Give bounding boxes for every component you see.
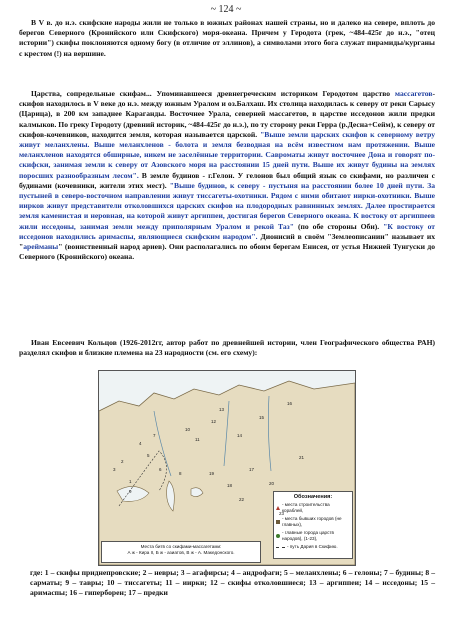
map-number-label: 17 xyxy=(249,467,255,472)
legend-row-towns xyxy=(276,516,350,528)
map-number-label: 9 xyxy=(129,489,132,494)
town-square-icon xyxy=(276,520,280,524)
massagetae-battles-box xyxy=(101,541,261,563)
map-number-label: 4 xyxy=(139,441,142,446)
map-number-label: 19 xyxy=(209,471,215,476)
para2-quote-2: "Выше будинов, к северу - пустыня на расстоянии более 10 дней пути. За пустыней в северо-восточном направлении живут тиссагеты-охотники. Рядом с ними обитают иирки-охотники. Выше иирков живут представители отколовшихся царских скифов на плодородных равнинных землях. Далее простирается земля каменистая и неровная, на которой живут аргиппеи, достигая берегов Северного океана. К востоку от аргиппеев жили исседоны, занимая земли между приполярным Уралом и рекой Таз" xyxy=(19,180,435,231)
map-caption: где: 1 – скифы приднепровские; 2 – невры; 3 – агафирсы; 4 – андрофаги; 5 – меланхлены; 6 – гелоны; 7 – будины; 8 – сарматы; 9 – тавры; 10 – тиссагеты; 11 – иирки; 12 – скифы отколовшиеся; 13 – аргиппеи; 14 – исседоны; 15 – аримаспы; 16 – гиперборен; 17 – предки xyxy=(30,568,435,598)
map-number-label: 11 xyxy=(195,437,200,442)
massagetae-title: Места битв со скифами-массагетами: xyxy=(140,544,222,549)
map-number-label: 15 xyxy=(259,415,265,420)
map-number-label: 12 xyxy=(211,419,217,424)
para2-s3: -скифов находилось в V веке до н.э. между южным Уралом и оз.Балхаш. Их столица находилась к северу от реки Сарысу (Царица), в 200 км западнее Караганды. Восточнее Урала, северней массагетов, в царстве исседонов жили предки калмыков. По греку Геродоту (древний историк, ~484-425г до н.э.), по ту сторону реки Герра (р.Десна+Сейм), к северу от скифов-кочевников, находится земля, которая называется царской. xyxy=(19,89,435,139)
capital-dot-icon xyxy=(276,534,280,538)
para2-s5: В земле будинов - г.Гелон. У гелонов был общий язык со скифами, но различен с будинами (кочевники, жители этих мест). xyxy=(19,170,435,190)
map-number-label: 21 xyxy=(299,455,305,460)
map-number-label: 5 xyxy=(147,453,150,458)
map-number-label: 10 xyxy=(185,427,191,432)
map-number-label: 3 xyxy=(113,467,116,472)
map-number-label: 2 xyxy=(121,459,124,464)
map-number-label: 20 xyxy=(269,481,275,486)
legend-row-route xyxy=(276,544,350,550)
massagetae-line: А ж - Кира II, Б ж - азиатов, В ж - А. Македонского. xyxy=(127,550,235,555)
para2-areimans: арейманы xyxy=(23,242,59,252)
map-number-label: 1 xyxy=(129,479,132,484)
para2-s11: " (воинственный народ ариев). Они располагались по обоим берегам Енисея, от устья Нижней Тунгуски до Северного (Кронийского) океана. xyxy=(19,242,435,262)
map-number-label: 18 xyxy=(227,483,233,488)
map-number-label: 22 xyxy=(239,497,245,502)
scythian-peoples-map xyxy=(98,370,356,566)
legend-title: Обозначения: xyxy=(293,494,333,500)
para2-s1: Царства, сопредельные скифам... Упоминавшееся древнегреческим историком Геродотом царство xyxy=(31,89,395,98)
legend-label: - путь Дария в Скифию. xyxy=(287,544,338,549)
map-number-label: 23 xyxy=(279,511,285,516)
map-legend xyxy=(273,491,353,559)
legend-row-ships xyxy=(276,502,350,514)
paragraph-1: В V в. до н.э. скифские народы жили не только в южных районах нашей страны, но и далеко на севере, вплоть до берегов Северного (Кронийского или Скифского) моря-океана. Причем у Геродота (грек, ~484-425г до н.э., "отец истории") скифы поклоняются одному богу (в отличие от эллинов), а символами этого бога служат пирамиды/курганы с крестом (!) на вершине. xyxy=(19,18,435,58)
para2-quote-3: "К востоку от исседонов находились аримаспы, являющиеся скифским народом". xyxy=(19,221,436,241)
map-number-label: 7 xyxy=(153,433,156,438)
legend-label: - места бывших городов (не главных), xyxy=(282,516,342,527)
map-number-label: 6 xyxy=(159,467,162,472)
page-number: ~ 124 ~ xyxy=(210,4,242,15)
para2-quote-1: "Выше земли царских скифов к северному ветру живут меланхлены. Выше меланхленов - болота и земля безводная на всём известном нам протяжении. Выше меланхленов находятся обширные, никем не заселённые территории. Савроматы живут восточнее Дона и говорят по-скифски, занимая земли к северу от Азовского моря на расстоянии 15 дней пути. Выше их живут будины на землях поросших разнообразным лесом". xyxy=(19,129,436,180)
route-dash-icon xyxy=(276,547,285,548)
para2-s9: Дионисий в своём "Землеописании" называет их " xyxy=(19,231,436,252)
map-number-label: 8 xyxy=(179,471,182,476)
map-number-label: 13 xyxy=(219,407,225,412)
para2-massagetae-link: массагетов xyxy=(394,89,433,98)
map-number-label: 14 xyxy=(237,433,243,438)
legend-label: - главные города царств народов), (1-23), xyxy=(282,530,334,541)
map-number-label: 16 xyxy=(287,401,293,406)
para2-s7: (по обе стороны Оби). xyxy=(293,221,384,231)
legend-label: - места строительства кораблей, xyxy=(282,502,330,513)
legend-row-capitals xyxy=(276,530,350,542)
ship-triangle-icon xyxy=(276,506,280,510)
paragraph-3: Иван Евсеевич Кольцов (1926-2012гг, автор работ по древнейшей истории, член Географического общества РАН) разделял скифов и близкие племена на 23 народности (см. его схему): xyxy=(19,338,435,358)
paragraph-2 xyxy=(19,89,435,262)
